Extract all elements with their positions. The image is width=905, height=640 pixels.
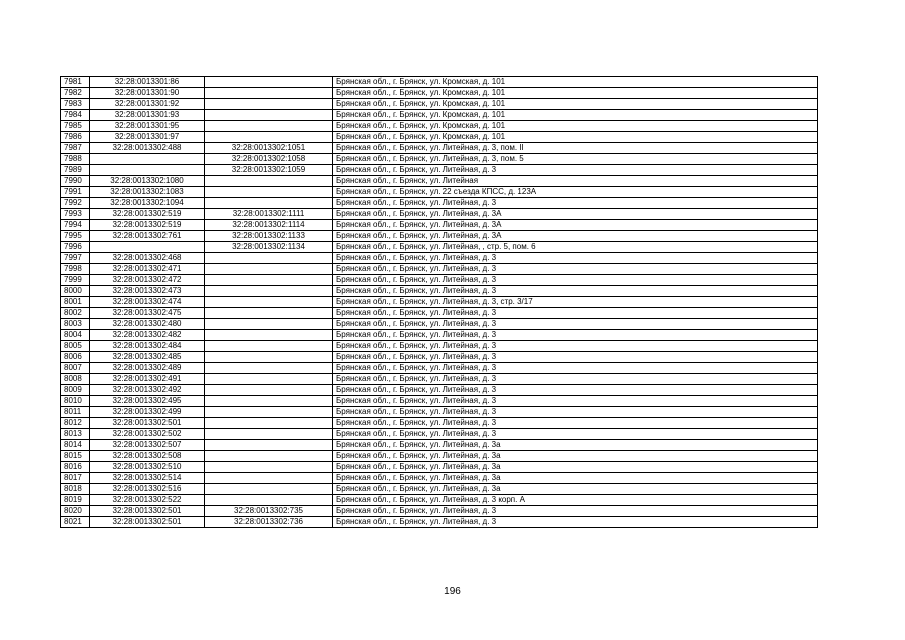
row-number-cell: 8005 <box>61 341 90 352</box>
table-row <box>61 242 818 253</box>
row-number-cell: 8021 <box>61 517 90 528</box>
table-row <box>61 517 818 528</box>
address-cell: Брянская обл., г. Брянск, ул. Литейная, д. 3 <box>333 341 818 352</box>
table-row <box>61 451 818 462</box>
table-row <box>61 374 818 385</box>
table-row <box>61 154 818 165</box>
row-number-cell: 8009 <box>61 385 90 396</box>
table-row <box>61 132 818 143</box>
object-cadastral-number-cell: 32:28:0013302:1059 <box>205 165 333 176</box>
address-cell: Брянская обл., г. Брянск, ул. Литейная, д. 3а <box>333 473 818 484</box>
address-cell: Брянская обл., г. Брянск, ул. Литейная, д. 3 <box>333 407 818 418</box>
registry-table <box>60 76 818 528</box>
table-row <box>61 176 818 187</box>
parcel-cadastral-number-cell: 32:28:0013302:484 <box>90 341 205 352</box>
object-cadastral-number-cell <box>205 330 333 341</box>
page-number: 196 <box>444 586 461 597</box>
row-number-cell: 8002 <box>61 308 90 319</box>
row-number-cell: 7986 <box>61 132 90 143</box>
row-number-cell: 8014 <box>61 440 90 451</box>
table-row <box>61 275 818 286</box>
address-cell: Брянская обл., г. Брянск, ул. Кромская, д. 101 <box>333 121 818 132</box>
table-row <box>61 297 818 308</box>
address-cell: Брянская обл., г. Брянск, ул. Литейная, д. 3, стр. 3/17 <box>333 297 818 308</box>
object-cadastral-number-cell <box>205 385 333 396</box>
object-cadastral-number-cell <box>205 286 333 297</box>
row-number-cell: 7999 <box>61 275 90 286</box>
object-cadastral-number-cell: 32:28:0013302:1114 <box>205 220 333 231</box>
row-number-cell: 7987 <box>61 143 90 154</box>
table-row <box>61 198 818 209</box>
object-cadastral-number-cell: 32:28:0013302:1133 <box>205 231 333 242</box>
row-number-cell: 8008 <box>61 374 90 385</box>
parcel-cadastral-number-cell: 32:28:0013301:97 <box>90 132 205 143</box>
parcel-cadastral-number-cell: 32:28:0013302:471 <box>90 264 205 275</box>
table-row <box>61 484 818 495</box>
object-cadastral-number-cell <box>205 341 333 352</box>
parcel-cadastral-number-cell: 32:28:0013302:501 <box>90 506 205 517</box>
parcel-cadastral-number-cell: 32:28:0013302:507 <box>90 440 205 451</box>
address-cell: Брянская обл., г. Брянск, ул. Кромская, д. 101 <box>333 110 818 121</box>
table-row <box>61 495 818 506</box>
table-row <box>61 88 818 99</box>
object-cadastral-number-cell <box>205 132 333 143</box>
address-cell: Брянская обл., г. Брянск, ул. Кромская, д. 101 <box>333 77 818 88</box>
table-row <box>61 253 818 264</box>
parcel-cadastral-number-cell: 32:28:0013301:93 <box>90 110 205 121</box>
object-cadastral-number-cell <box>205 110 333 121</box>
address-cell: Брянская обл., г. Брянск, ул. 22 съезда КПСС, д. 123А <box>333 187 818 198</box>
registry-body <box>61 77 818 528</box>
object-cadastral-number-cell <box>205 352 333 363</box>
table-row <box>61 330 818 341</box>
address-cell: Брянская обл., г. Брянск, ул. Литейная, д. 3 <box>333 264 818 275</box>
address-cell: Брянская обл., г. Брянск, ул. Литейная, д. 3 <box>333 517 818 528</box>
parcel-cadastral-number-cell <box>90 154 205 165</box>
parcel-cadastral-number-cell: 32:28:0013302:488 <box>90 143 205 154</box>
table-row <box>61 429 818 440</box>
row-number-cell: 7981 <box>61 77 90 88</box>
parcel-cadastral-number-cell: 32:28:0013302:499 <box>90 407 205 418</box>
table-row <box>61 506 818 517</box>
row-number-cell: 7993 <box>61 209 90 220</box>
parcel-cadastral-number-cell <box>90 242 205 253</box>
address-cell: Брянская обл., г. Брянск, ул. Литейная, д. 3 <box>333 308 818 319</box>
object-cadastral-number-cell <box>205 253 333 264</box>
row-number-cell: 8018 <box>61 484 90 495</box>
object-cadastral-number-cell <box>205 429 333 440</box>
table-row <box>61 220 818 231</box>
table-row <box>61 407 818 418</box>
table-row <box>61 462 818 473</box>
parcel-cadastral-number-cell: 32:28:0013302:508 <box>90 451 205 462</box>
parcel-cadastral-number-cell: 32:28:0013301:86 <box>90 77 205 88</box>
row-number-cell: 8020 <box>61 506 90 517</box>
address-cell: Брянская обл., г. Брянск, ул. Кромская, д. 101 <box>333 132 818 143</box>
object-cadastral-number-cell: 32:28:0013302:1058 <box>205 154 333 165</box>
parcel-cadastral-number-cell: 32:28:0013301:90 <box>90 88 205 99</box>
row-number-cell: 8001 <box>61 297 90 308</box>
row-number-cell: 8011 <box>61 407 90 418</box>
address-cell: Брянская обл., г. Брянск, ул. Литейная <box>333 176 818 187</box>
object-cadastral-number-cell <box>205 99 333 110</box>
table-row <box>61 352 818 363</box>
object-cadastral-number-cell: 32:28:0013302:736 <box>205 517 333 528</box>
object-cadastral-number-cell <box>205 363 333 374</box>
address-cell: Брянская обл., г. Брянск, ул. Литейная, д. 3 <box>333 319 818 330</box>
table-row <box>61 363 818 374</box>
address-cell: Брянская обл., г. Брянск, ул. Литейная, д. 3 <box>333 330 818 341</box>
table-row <box>61 319 818 330</box>
row-number-cell: 7996 <box>61 242 90 253</box>
address-cell: Брянская обл., г. Брянск, ул. Литейная, д. 3 <box>333 385 818 396</box>
object-cadastral-number-cell <box>205 77 333 88</box>
parcel-cadastral-number-cell: 32:28:0013302:519 <box>90 220 205 231</box>
object-cadastral-number-cell <box>205 451 333 462</box>
table-row <box>61 121 818 132</box>
object-cadastral-number-cell <box>205 297 333 308</box>
address-cell: Брянская обл., г. Брянск, ул. Литейная, д. 3 <box>333 418 818 429</box>
parcel-cadastral-number-cell: 32:28:0013302:1083 <box>90 187 205 198</box>
table-row <box>61 231 818 242</box>
row-number-cell: 8016 <box>61 462 90 473</box>
row-number-cell: 7990 <box>61 176 90 187</box>
address-cell: Брянская обл., г. Брянск, ул. Литейная, д. 3 <box>333 165 818 176</box>
parcel-cadastral-number-cell: 32:28:0013302:1094 <box>90 198 205 209</box>
object-cadastral-number-cell <box>205 275 333 286</box>
parcel-cadastral-number-cell: 32:28:0013302:492 <box>90 385 205 396</box>
row-number-cell: 7997 <box>61 253 90 264</box>
object-cadastral-number-cell <box>205 187 333 198</box>
object-cadastral-number-cell <box>205 374 333 385</box>
address-cell: Брянская обл., г. Брянск, ул. Литейная, д. 3 корп. А <box>333 495 818 506</box>
parcel-cadastral-number-cell: 32:28:0013302:1080 <box>90 176 205 187</box>
row-number-cell: 7994 <box>61 220 90 231</box>
row-number-cell: 7988 <box>61 154 90 165</box>
address-cell: Брянская обл., г. Брянск, ул. Литейная, д. 3А <box>333 231 818 242</box>
table-row <box>61 264 818 275</box>
address-cell: Брянская обл., г. Брянск, ул. Литейная, д. 3 <box>333 286 818 297</box>
row-number-cell: 8000 <box>61 286 90 297</box>
object-cadastral-number-cell <box>205 473 333 484</box>
table-row <box>61 110 818 121</box>
address-cell: Брянская обл., г. Брянск, ул. Литейная, д. 3 <box>333 396 818 407</box>
parcel-cadastral-number-cell: 32:28:0013302:473 <box>90 286 205 297</box>
address-cell: Брянская обл., г. Брянск, ул. Литейная, д. 3 <box>333 275 818 286</box>
parcel-cadastral-number-cell: 32:28:0013302:522 <box>90 495 205 506</box>
table-row <box>61 77 818 88</box>
object-cadastral-number-cell <box>205 396 333 407</box>
row-number-cell: 7995 <box>61 231 90 242</box>
row-number-cell: 7982 <box>61 88 90 99</box>
parcel-cadastral-number-cell <box>90 165 205 176</box>
address-cell: Брянская обл., г. Брянск, ул. Литейная, д. 3 <box>333 374 818 385</box>
parcel-cadastral-number-cell: 32:28:0013302:516 <box>90 484 205 495</box>
parcel-cadastral-number-cell: 32:28:0013302:501 <box>90 517 205 528</box>
table-row <box>61 385 818 396</box>
object-cadastral-number-cell <box>205 418 333 429</box>
parcel-cadastral-number-cell: 32:28:0013302:475 <box>90 308 205 319</box>
table-row <box>61 473 818 484</box>
table-row <box>61 187 818 198</box>
address-cell: Брянская обл., г. Брянск, ул. Литейная, д. 3 <box>333 198 818 209</box>
row-number-cell: 8007 <box>61 363 90 374</box>
row-number-cell: 8019 <box>61 495 90 506</box>
address-cell: Брянская обл., г. Брянск, ул. Литейная, д. 3 <box>333 363 818 374</box>
parcel-cadastral-number-cell: 32:28:0013302:480 <box>90 319 205 330</box>
row-number-cell: 8013 <box>61 429 90 440</box>
address-cell: Брянская обл., г. Брянск, ул. Литейная, д. 3, пом. 5 <box>333 154 818 165</box>
table-row <box>61 209 818 220</box>
parcel-cadastral-number-cell: 32:28:0013302:474 <box>90 297 205 308</box>
parcel-cadastral-number-cell: 32:28:0013302:482 <box>90 330 205 341</box>
row-number-cell: 8003 <box>61 319 90 330</box>
parcel-cadastral-number-cell: 32:28:0013302:501 <box>90 418 205 429</box>
parcel-cadastral-number-cell: 32:28:0013301:92 <box>90 99 205 110</box>
row-number-cell: 7998 <box>61 264 90 275</box>
address-cell: Брянская обл., г. Брянск, ул. Литейная, д. 3 <box>333 352 818 363</box>
parcel-cadastral-number-cell: 32:28:0013302:761 <box>90 231 205 242</box>
object-cadastral-number-cell: 32:28:0013302:1051 <box>205 143 333 154</box>
parcel-cadastral-number-cell: 32:28:0013302:472 <box>90 275 205 286</box>
table-row <box>61 440 818 451</box>
object-cadastral-number-cell <box>205 319 333 330</box>
address-cell: Брянская обл., г. Брянск, ул. Литейная, д. 3а <box>333 484 818 495</box>
table-row <box>61 341 818 352</box>
table-row <box>61 308 818 319</box>
row-number-cell: 8015 <box>61 451 90 462</box>
row-number-cell: 8006 <box>61 352 90 363</box>
object-cadastral-number-cell <box>205 462 333 473</box>
table-row <box>61 143 818 154</box>
parcel-cadastral-number-cell: 32:28:0013302:485 <box>90 352 205 363</box>
object-cadastral-number-cell: 32:28:0013302:1134 <box>205 242 333 253</box>
address-cell: Брянская обл., г. Брянск, ул. Литейная, д. 3 <box>333 429 818 440</box>
parcel-cadastral-number-cell: 32:28:0013302:489 <box>90 363 205 374</box>
object-cadastral-number-cell <box>205 440 333 451</box>
row-number-cell: 7983 <box>61 99 90 110</box>
address-cell: Брянская обл., г. Брянск, ул. Литейная, д. 3а <box>333 440 818 451</box>
table-row <box>61 396 818 407</box>
object-cadastral-number-cell <box>205 176 333 187</box>
row-number-cell: 8010 <box>61 396 90 407</box>
row-number-cell: 8017 <box>61 473 90 484</box>
object-cadastral-number-cell <box>205 121 333 132</box>
table-row <box>61 286 818 297</box>
object-cadastral-number-cell <box>205 495 333 506</box>
address-cell: Брянская обл., г. Брянск, ул. Литейная, д. 3 <box>333 506 818 517</box>
parcel-cadastral-number-cell: 32:28:0013302:519 <box>90 209 205 220</box>
address-cell: Брянская обл., г. Брянск, ул. Литейная, д. 3, пом. II <box>333 143 818 154</box>
table-row <box>61 99 818 110</box>
object-cadastral-number-cell <box>205 198 333 209</box>
row-number-cell: 8004 <box>61 330 90 341</box>
object-cadastral-number-cell <box>205 308 333 319</box>
parcel-cadastral-number-cell: 32:28:0013302:502 <box>90 429 205 440</box>
address-cell: Брянская обл., г. Брянск, ул. Литейная, д. 3А <box>333 220 818 231</box>
parcel-cadastral-number-cell: 32:28:0013301:95 <box>90 121 205 132</box>
object-cadastral-number-cell: 32:28:0013302:735 <box>205 506 333 517</box>
table-row <box>61 165 818 176</box>
object-cadastral-number-cell <box>205 264 333 275</box>
parcel-cadastral-number-cell: 32:28:0013302:514 <box>90 473 205 484</box>
address-cell: Брянская обл., г. Брянск, ул. Литейная, д. 3А <box>333 209 818 220</box>
address-cell: Брянская обл., г. Брянск, ул. Литейная, д. 3 <box>333 253 818 264</box>
table-row <box>61 418 818 429</box>
object-cadastral-number-cell: 32:28:0013302:1111 <box>205 209 333 220</box>
row-number-cell: 7991 <box>61 187 90 198</box>
row-number-cell: 8012 <box>61 418 90 429</box>
address-cell: Брянская обл., г. Брянск, ул. Литейная, д. 3а <box>333 451 818 462</box>
address-cell: Брянская обл., г. Брянск, ул. Литейная, , стр. 5, пом. 6 <box>333 242 818 253</box>
object-cadastral-number-cell <box>205 407 333 418</box>
address-cell: Брянская обл., г. Брянск, ул. Кромская, д. 101 <box>333 99 818 110</box>
address-cell: Брянская обл., г. Брянск, ул. Кромская, д. 101 <box>333 88 818 99</box>
row-number-cell: 7992 <box>61 198 90 209</box>
parcel-cadastral-number-cell: 32:28:0013302:491 <box>90 374 205 385</box>
row-number-cell: 7984 <box>61 110 90 121</box>
address-cell: Брянская обл., г. Брянск, ул. Литейная, д. 3а <box>333 462 818 473</box>
row-number-cell: 7989 <box>61 165 90 176</box>
object-cadastral-number-cell <box>205 88 333 99</box>
parcel-cadastral-number-cell: 32:28:0013302:495 <box>90 396 205 407</box>
row-number-cell: 7985 <box>61 121 90 132</box>
parcel-cadastral-number-cell: 32:28:0013302:468 <box>90 253 205 264</box>
object-cadastral-number-cell <box>205 484 333 495</box>
parcel-cadastral-number-cell: 32:28:0013302:510 <box>90 462 205 473</box>
